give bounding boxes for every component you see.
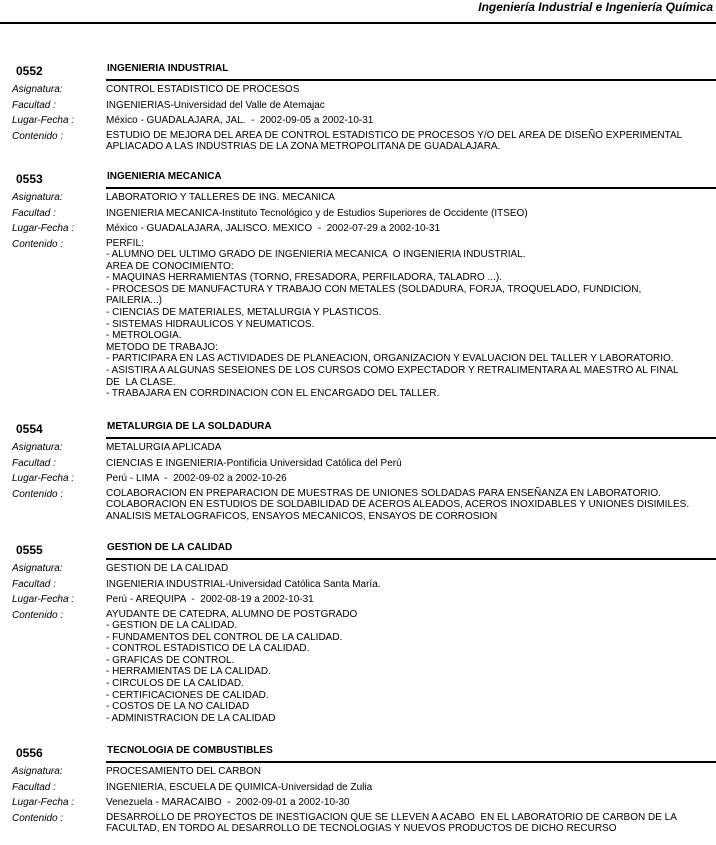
field-facultad [0,99,716,115]
header-rule [0,22,716,24]
field-value: PROCESAMIENTO DEL CARBON [106,766,262,777]
field-value: METALURGIA APLICADA [106,442,222,453]
entry-0556 [0,745,716,845]
field-label: Lugar-Fecha : [12,223,75,234]
field-value: GESTION DE LA CALIDAD [106,563,229,574]
field-facultad [0,578,716,594]
field-value: México - GUADALAJARA, JALISCO. MEXICO - 2002-07-29 a 2002-10-31 [106,223,441,234]
field-asignatura [0,562,716,578]
field-contenido [0,812,716,835]
entry-title: TECNOLOGIA DE COMBUSTIBLES [107,745,273,756]
field-label: Lugar-Fecha : [12,594,75,605]
field-value: LABORATORIO Y TALLERES DE ING. MECANICA [106,192,335,203]
entry-list [0,63,716,845]
field-value: CONTROL ESTADISTICO DE PROCESOS [106,84,300,95]
field-label: Facultad : [12,781,56,793]
page-title: Ingeniería Industrial e Ingeniería Química [478,0,713,14]
entry-code: 0555 [16,543,43,557]
field-label: Contenido : [12,238,64,250]
entry-code: 0556 [16,746,43,760]
field-label: Asignatura: [12,442,63,453]
entry-title: METALURGIA DE LA SOLDADURA [107,421,272,432]
field-value: COLABORACION EN PREPARACION DE MUESTRAS DE UNIONES SOLDADAS PARA ENSEÑANZA EN LABORATORIO. COLABORACION EN ESTUDIOS DE SOLDABILIDAD DE ACEROS ALEADOS, ACEROS INOXIDABLES Y UNIONES DISIMILES. ANALISIS METALOGRAFICOS, ENSAYOS MECANICOS, ENSAYOS DE CORROSION [106,487,690,522]
field-lugar-fecha [0,222,716,238]
field-value: Perú - LIMA - 2002-09-02 a 2002-10-26 [106,473,287,484]
field-facultad [0,207,716,223]
entry-code: 0552 [16,64,43,78]
field-label: Facultad : [12,457,56,469]
field-label: Contenido : [12,488,64,500]
field-contenido [0,130,716,153]
entry-code: 0553 [16,172,43,186]
field-value: DESARROLLO DE PROYECTOS DE INESTIGACION QUE SE LLEVEN A ACABO EN EL LABORATORIO DE CARBON DE LA FACULTAD, EN TORDO AL DESARROLLO DE TECNOLOGIAS Y NUEVOS PRODUCTOS DE DICHO RECURSO [106,811,677,835]
field-value: INGENIERIAS-Universidad del Valle de Atemajac [106,99,325,111]
field-value: CIENCIAS E INGENIERIA-Pontificia Universidad Católica del Perú [106,457,402,469]
field-value: AYUDANTE DE CATEDRA, ALUMNO DE POSTGRADO - GESTION DE LA CALIDAD. - FUNDAMENTOS DEL CONTROL DE LA CALIDAD. - CONTROL ESTADISTICO DE LA CALIDAD. - GRAFICAS DE CONTROL. - HERRAMIENTAS DE LA CALIDAD. - CIRCULOS DE LA CALIDAD. - CERTIFICACIONES DE CALIDAD. - COSTOS DE LA NO CALIDAD - ADMINISTRACION DE LA CALIDAD [106,608,358,724]
field-label: Asignatura: [12,563,63,574]
field-value: Perú - AREQUIPA - 2002-08-19 a 2002-10-31 [106,594,314,605]
field-label: Contenido : [12,609,64,621]
field-lugar-fecha [0,114,716,130]
field-value: Venezuela - MARACAIBO - 2002-09-01 a 2002-10-30 [106,797,350,808]
field-lugar-fecha [0,472,716,488]
field-contenido [0,609,716,725]
field-contenido [0,488,716,523]
field-value: INGENIERIA INDUSTRIAL-Universidad Católica Santa María. [106,578,381,590]
entry-title: INGENIERIA INDUSTRIAL [107,63,229,74]
field-label: Facultad : [12,99,56,111]
entry-title: GESTION DE LA CALIDAD [107,542,233,553]
field-label: Lugar-Fecha : [12,797,75,808]
page-header [0,0,716,24]
field-asignatura [0,441,716,457]
field-label: Facultad : [12,578,56,590]
entry-0552 [0,63,716,171]
field-value: INGENIERIA, ESCUELA DE QUIMICA-Universidad de Zulia [106,781,373,793]
field-label: Contenido : [12,130,64,142]
field-lugar-fecha [0,593,716,609]
field-label: Asignatura: [12,84,63,95]
field-value: ESTUDIO DE MEJORA DEL AREA DE CONTROL ESTADISTICO DE PROCESOS Y/O DEL AREA DE DISEÑO EXPERIMENTAL APLIACADO A LAS INDUSTRIAS DE LA ZONA METROPOLITANA DE GUADALAJARA. [106,129,683,153]
entry-0554 [0,421,716,542]
field-contenido [0,238,716,400]
entry-0555 [0,542,716,745]
entry-title: INGENIERIA MECANICA [107,171,222,182]
field-label: Asignatura: [12,192,63,203]
field-label: Lugar-Fecha : [12,473,75,484]
field-value: PERFIL: - ALUMNO DEL ULTIMO GRADO DE INGENIERIA MECANICA O INGENIERIA INDUSTRIAL. AREA DE CONOCIMIENTO: - MAQUINAS HERRAMIENTAS (TORNO, FRESADORA, PERFILADORA, TALADRO ...). - PROCESOS DE MANUFACTURA Y TRABAJO CON METALES (SOLDADURA, FORJA, TROQUELADO, FUNDICION, PAILERIA...) - CIENCIAS DE MATERIALES, METALURGIA Y PLASTICOS. - SISTEMAS HIDRAULICOS Y NEUMATICOS. - METROLOGIA. METODO DE TRABAJO: - PARTICIPARA EN LAS ACTIVIDADES DE PLANEACION, ORGANIZACION Y EVALUACION DEL TALLER Y LABORATORIO. - ASISTIRA A ALGUNAS SESEIONES DE LOS CURSOS COMO EXPECTADOR Y RETRALIMENTARA AL MAESTRO AL FINAL DE LA CLASE. - TRABAJARA EN CORRDINACION CON EL ENCARGADO DEL TALLER. [106,237,679,400]
field-facultad [0,781,716,797]
field-asignatura [0,83,716,99]
field-label: Asignatura: [12,766,63,777]
field-value: México - GUADALAJARA, JAL. - 2002-09-05 a 2002-10-31 [106,115,374,126]
field-asignatura [0,765,716,781]
field-facultad [0,457,716,473]
field-value: INGENIERIA MECANICA-Instituto Tecnológico y de Estudios Superiores de Occidente (ITSEO) [106,207,528,219]
field-label: Lugar-Fecha : [12,115,75,126]
field-label: Contenido : [12,812,64,824]
field-asignatura [0,191,716,207]
field-lugar-fecha [0,796,716,812]
entry-0553 [0,171,716,421]
entry-code: 0554 [16,422,43,436]
field-label: Facultad : [12,207,56,219]
